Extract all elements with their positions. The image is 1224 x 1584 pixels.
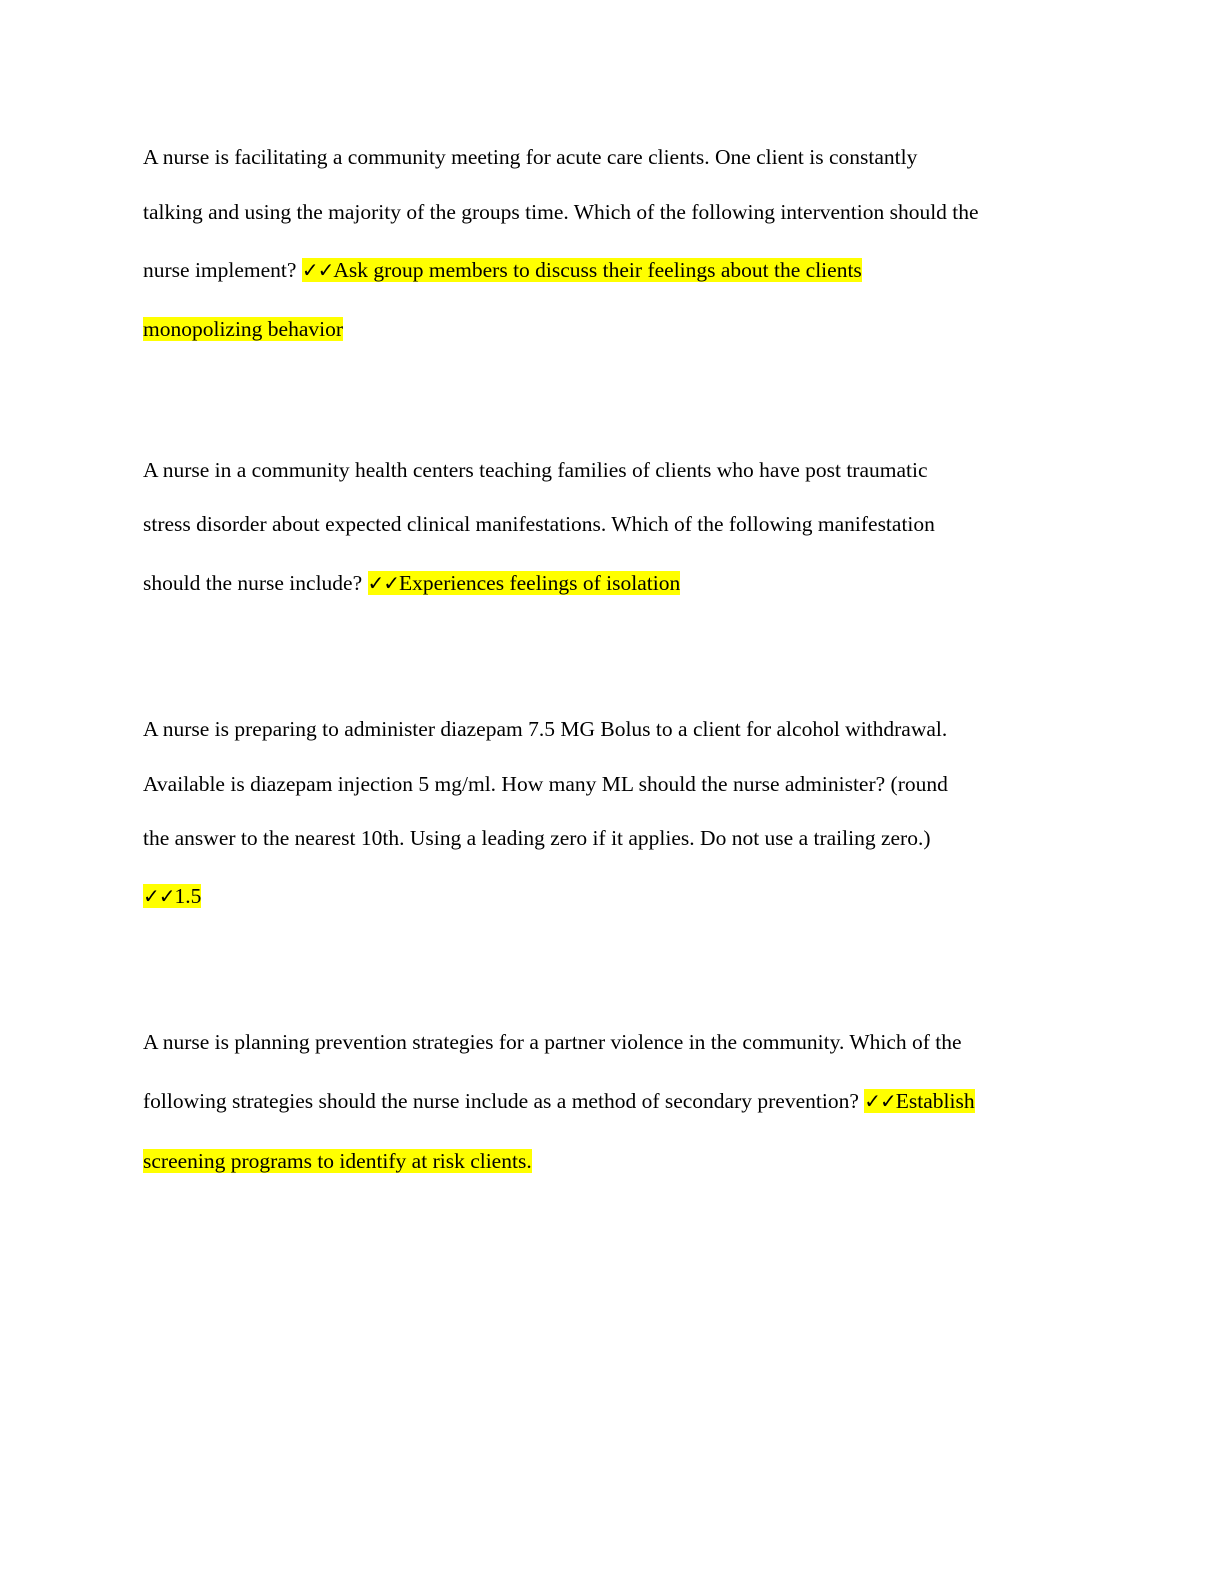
check-mark-icon: ✓✓ (301, 258, 334, 282)
answer-highlight (368, 571, 681, 595)
question-text-line: A nurse in a community health centers teaching families of clients who have post traumatic (143, 458, 928, 482)
answer-text: Experiences feelings of isolation (399, 571, 681, 595)
check-mark-icon: ✓✓ (864, 1089, 896, 1113)
answer-highlight (302, 258, 862, 282)
question-text-line: talking and using the majority of the groups time. Which of the following intervention should the (143, 200, 979, 224)
answer-highlight (864, 1089, 974, 1113)
answer-text: Establish (895, 1089, 975, 1113)
answer-line (143, 1145, 532, 1177)
question-text-line: A nurse is facilitating a community meeting for acute care clients. One client is constantly (143, 145, 918, 169)
question-text-line: A nurse is planning prevention strategies for a partner violence in the community. Which of the (143, 1030, 962, 1054)
answer-text: monopolizing behavior (143, 317, 344, 341)
question-text-line: Available is diazepam injection 5 mg/ml. How many ML should the nurse administer? (round (143, 772, 948, 796)
question-answer-line (143, 254, 862, 286)
answer-highlight (143, 884, 201, 908)
answer-text: 1.5 (174, 884, 202, 908)
question-answer-line (143, 1085, 975, 1117)
question-text-line: nurse implement? (143, 258, 302, 282)
question-text-line: should the nurse include? (143, 571, 368, 595)
answer-text: screening programs to identify at risk clients. (143, 1149, 532, 1173)
question-text-line: stress disorder about expected clinical manifestations. Which of the following manifestation (143, 512, 935, 536)
check-mark-icon: ✓✓ (367, 571, 400, 595)
question-text-line: A nurse is preparing to administer diazepam 7.5 MG Bolus to a client for alcohol withdrawal. (143, 717, 948, 741)
answer-line (143, 313, 343, 345)
question-text-line: the answer to the nearest 10th. Using a leading zero if it applies. Do not use a trailing zero.) (143, 826, 931, 850)
answer-line (143, 880, 201, 912)
check-mark-icon: ✓✓ (143, 884, 175, 908)
answer-text: Ask group members to discuss their feelings about the clients (333, 258, 862, 282)
question-text-line: following strategies should the nurse include as a method of secondary prevention? (143, 1089, 865, 1113)
question-answer-line (143, 567, 680, 599)
